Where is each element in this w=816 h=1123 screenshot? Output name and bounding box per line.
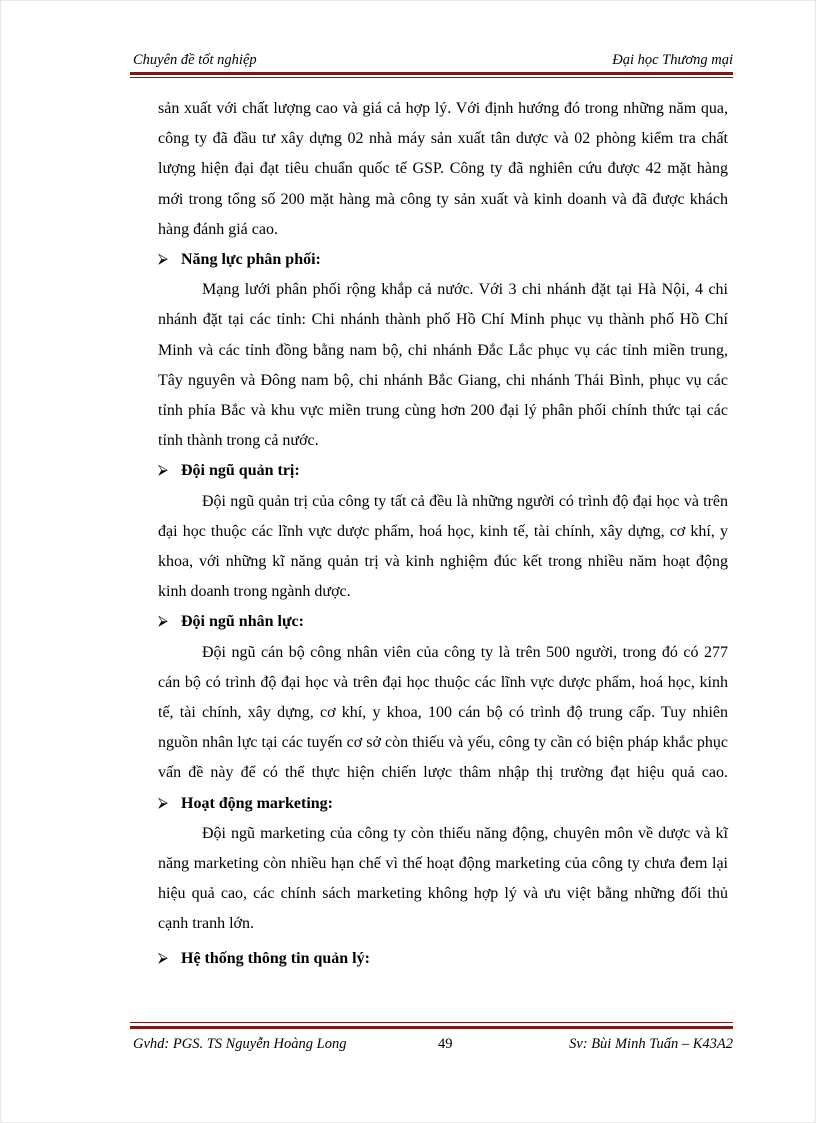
section-paragraph-workforce: Đội ngũ cán bộ công nhân viên của công ty là trên 500 người, trong đó có 277 cán bộ có trình độ đại học và trên đại học thuộc các lĩnh vực dược phẩm, hoá học, kinh tế, tài chính, xây dựng, cơ khí, y khoa, 100 cán bộ có trình độ trung cấp. Tuy nhiên nguồn nhân lực tại các tuyến cơ sở còn thiếu và yếu, công ty cần có biện pháp khắc phục vấn đề này để có thể thực hiện chiến lược thâm nhập thị trường đạt hiệu quả cao. (158, 643, 728, 782)
arrow-bullet-icon: ⮚ (158, 795, 168, 811)
arrow-bullet-icon: ⮚ (158, 614, 168, 630)
section-title: Đội ngũ quản trị: (181, 462, 300, 480)
page-footer (133, 1036, 733, 1056)
footer-student: Sv: Bùi Minh Tuấn – K43A2 (569, 1036, 733, 1052)
header-right-title: Đại học Thương mại (612, 52, 733, 68)
section-heading-marketing (158, 789, 728, 819)
footer-rule-thick (130, 1026, 733, 1029)
arrow-bullet-icon: ⮚ (158, 463, 168, 479)
page-header (133, 52, 733, 72)
section-title: Năng lực phân phối: (181, 251, 321, 269)
footer-rule-thin (130, 1022, 733, 1023)
header-rule-thin (130, 77, 733, 78)
header-left-title: Chuyên đề tốt nghiệp (133, 52, 257, 68)
section-paragraph-marketing: Đội ngũ marketing của công ty còn thiếu năng động, chuyên môn về dược và kĩ năng marketing còn nhiều hạn chế vì thế hoạt động marketing của công ty chưa đem lại hiệu quả cao, các chính sách marketing không hợp lý và ưu việt bằng những đối thủ cạnh tranh lớn. (158, 824, 728, 933)
section-title: Hoạt động marketing: (181, 794, 333, 812)
page-number: 49 (438, 1036, 453, 1052)
section-heading-distribution (158, 245, 728, 275)
page-body (158, 94, 728, 974)
section-heading-management (158, 456, 728, 486)
arrow-bullet-icon: ⮚ (158, 950, 168, 966)
section-heading-mis (158, 944, 728, 974)
section-paragraph-distribution: Mạng lưới phân phối rộng khắp cả nước. Với 3 chi nhánh đặt tại Hà Nội, 4 chi nhánh đặt tại các tỉnh: Chi nhánh thành phố Hồ Chí Minh phục vụ thành phố Hồ Chí Minh và các tỉnh đồng bằng nam bộ, chi nhánh Đắc Lắc phục vụ các tỉnh miền trung, Tây nguyên và Đông nam bộ, chi nhánh Bắc Giang, chi nhánh Thái Bình, phục vụ các tỉnh phía Bắc và khu vực miền trung cùng hơn 200 đại lý phân phối chính thức tại các tỉnh thành trong cả nước. (158, 281, 728, 450)
section-heading-workforce (158, 607, 728, 637)
section-paragraph-management: Đội ngũ quản trị của công ty tất cả đều là những người có trình độ đại học và trên đại học thuộc các lĩnh vực dược phẩm, hoá học, kinh tế, tài chính, xây dựng, cơ khí, y khoa, với những kĩ năng quản trị và kinh nghiệm đúc kết trong nhiều năm hoạt động kinh doanh trong ngành dược. (158, 492, 728, 601)
header-rule-thick (130, 72, 733, 75)
footer-advisor: Gvhd: PGS. TS Nguyễn Hoàng Long (133, 1036, 347, 1052)
arrow-bullet-icon: ⮚ (158, 252, 168, 268)
section-title: Hệ thống thông tin quản lý: (181, 949, 370, 967)
intro-paragraph: sản xuất với chất lượng cao và giá cả hợp lý. Với định hướng đó trong những năm qua, công ty đã đầu tư xây dựng 02 nhà máy sản xuất tân dược và 02 phòng kiểm tra chất lượng hiện đại đạt tiêu chuẩn quốc tế GSP. Công ty đã nghiên cứu được 42 mặt hàng mới trong tổng số 200 mặt hàng mà công ty sản xuất và kinh doanh và đã được khách hàng đánh giá cao. (158, 100, 728, 238)
section-title: Đội ngũ nhân lực: (181, 613, 304, 631)
